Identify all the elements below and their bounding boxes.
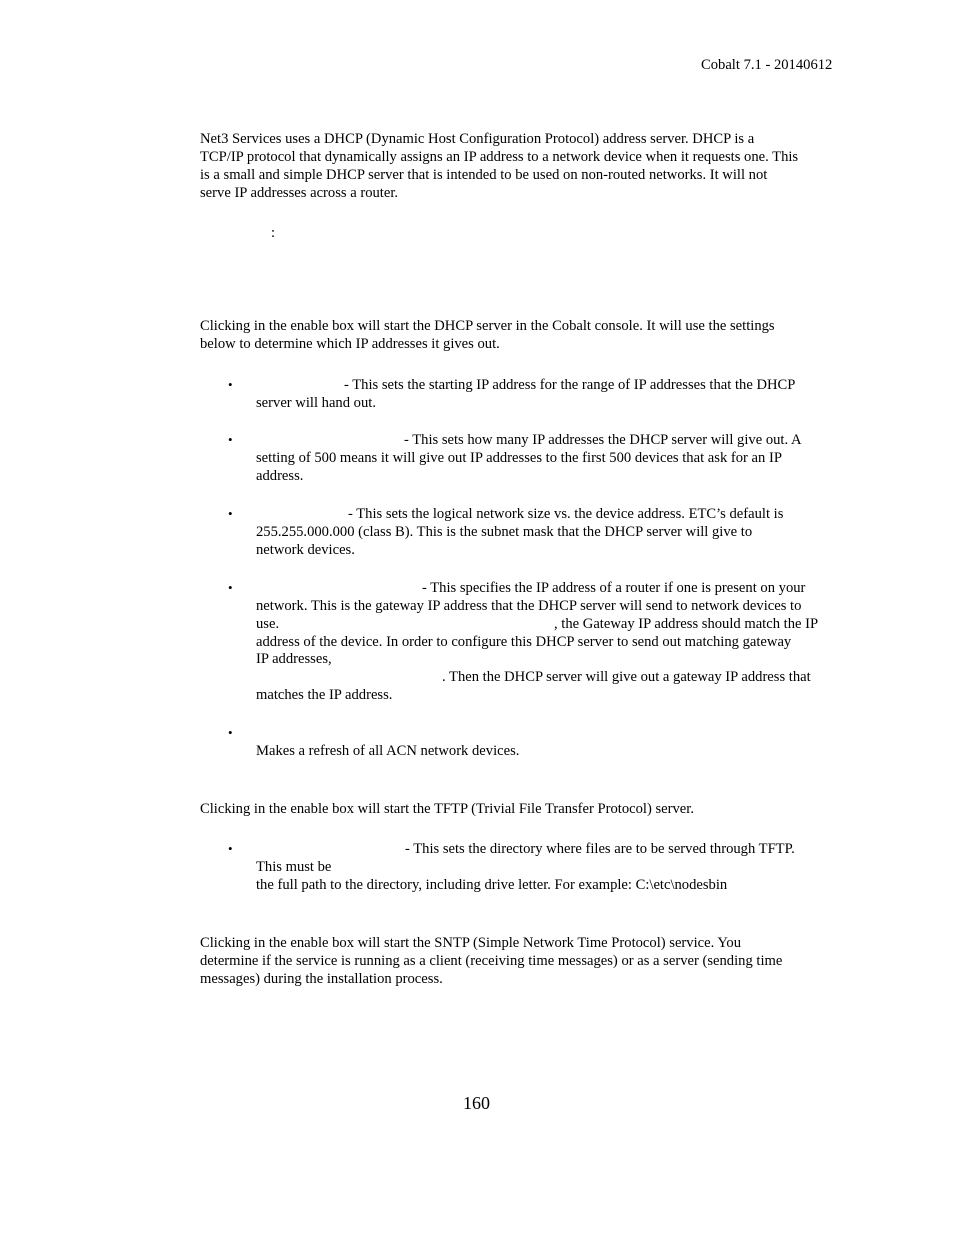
gateway-line-1: - This specifies the IP address of a router if one is present on your <box>422 580 806 596</box>
tftp-dir-line-1: - This sets the directory where files are to be served through TFTP. <box>405 841 795 857</box>
dhcp-enable-line-1: Clicking in the enable box will start the DHCP server in the Cobalt console. It will use the settings <box>200 318 775 334</box>
bullet-dot: • <box>228 841 233 856</box>
dhcp-enable-line-2: below to determine which IP addresses it gives out. <box>200 336 500 352</box>
intro-line-1: Net3 Services uses a DHCP (Dynamic Host Configuration Protocol) address server. DHCP is a <box>200 131 755 147</box>
sntp-line-2: determine if the service is running as a client (receiving time messages) or as a server (sending time <box>200 953 783 969</box>
start-ip-line-1: - This sets the starting IP address for the range of IP addresses that the DHCP <box>344 377 796 393</box>
bullet-dot: • <box>228 725 233 740</box>
gateway-line-6: . Then the DHCP server will give out a gateway IP address that <box>442 669 811 685</box>
bullet-dot: • <box>228 377 233 392</box>
gateway-line-4: address of the device. In order to configure this DHCP server to send out matching gateway <box>256 634 792 650</box>
tftp-dir-line-3: the full path to the directory, including drive letter. For example: C:\etc\nodesbin <box>256 877 728 893</box>
bullet-dot: • <box>228 580 233 595</box>
gateway-line-5: IP addresses, <box>256 651 332 667</box>
gateway-line-2: network. This is the gateway IP address that the DHCP server will send to network devices to <box>256 598 802 614</box>
subnet-line-2: 255.255.000.000 (class B). This is the subnet mask that the DHCP server will give to <box>256 524 753 540</box>
subnet-line-3: network devices. <box>256 542 355 558</box>
subnet-line-1: - This sets the logical network size vs. the device address. ETC’s default is <box>348 506 784 522</box>
refresh-line-1: Makes a refresh of all ACN network devices. <box>256 743 520 759</box>
num-addresses-line-1: - This sets how many IP addresses the DHCP server will give out. A <box>404 432 802 448</box>
gateway-line-7: matches the IP address. <box>256 687 393 703</box>
intro-line-4: serve IP addresses across a router. <box>200 185 399 201</box>
intro-colon: : <box>271 225 276 241</box>
tftp-dir-line-2: This must be <box>256 859 332 875</box>
sntp-line-1: Clicking in the enable box will start the SNTP (Simple Network Time Protocol) service. You <box>200 935 742 951</box>
num-addresses-line-3: address. <box>256 468 304 484</box>
intro-line-3: is a small and simple DHCP server that is intended to be used on non-routed networks. It will not <box>200 167 768 183</box>
header-version: Cobalt 7.1 - 20140612 <box>701 57 833 73</box>
tftp-enable-paragraph: Clicking in the enable box will start the TFTP (Trivial File Transfer Protocol) server. <box>200 801 694 817</box>
gateway-line-3b: , the Gateway IP address should match the IP <box>554 616 819 632</box>
bullet-dot: • <box>228 432 233 447</box>
intro-line-2: TCP/IP protocol that dynamically assigns an IP address to a network device when it requests one. This <box>200 149 799 165</box>
gateway-line-3a: use. <box>256 616 280 632</box>
start-ip-line-2: server will hand out. <box>256 395 376 411</box>
sntp-line-3: messages) during the installation process. <box>200 971 443 987</box>
page-number: 160 <box>463 1093 490 1113</box>
num-addresses-line-2: setting of 500 means it will give out IP addresses to the first 500 devices that ask for an IP <box>256 450 782 466</box>
bullet-dot: • <box>228 506 233 521</box>
